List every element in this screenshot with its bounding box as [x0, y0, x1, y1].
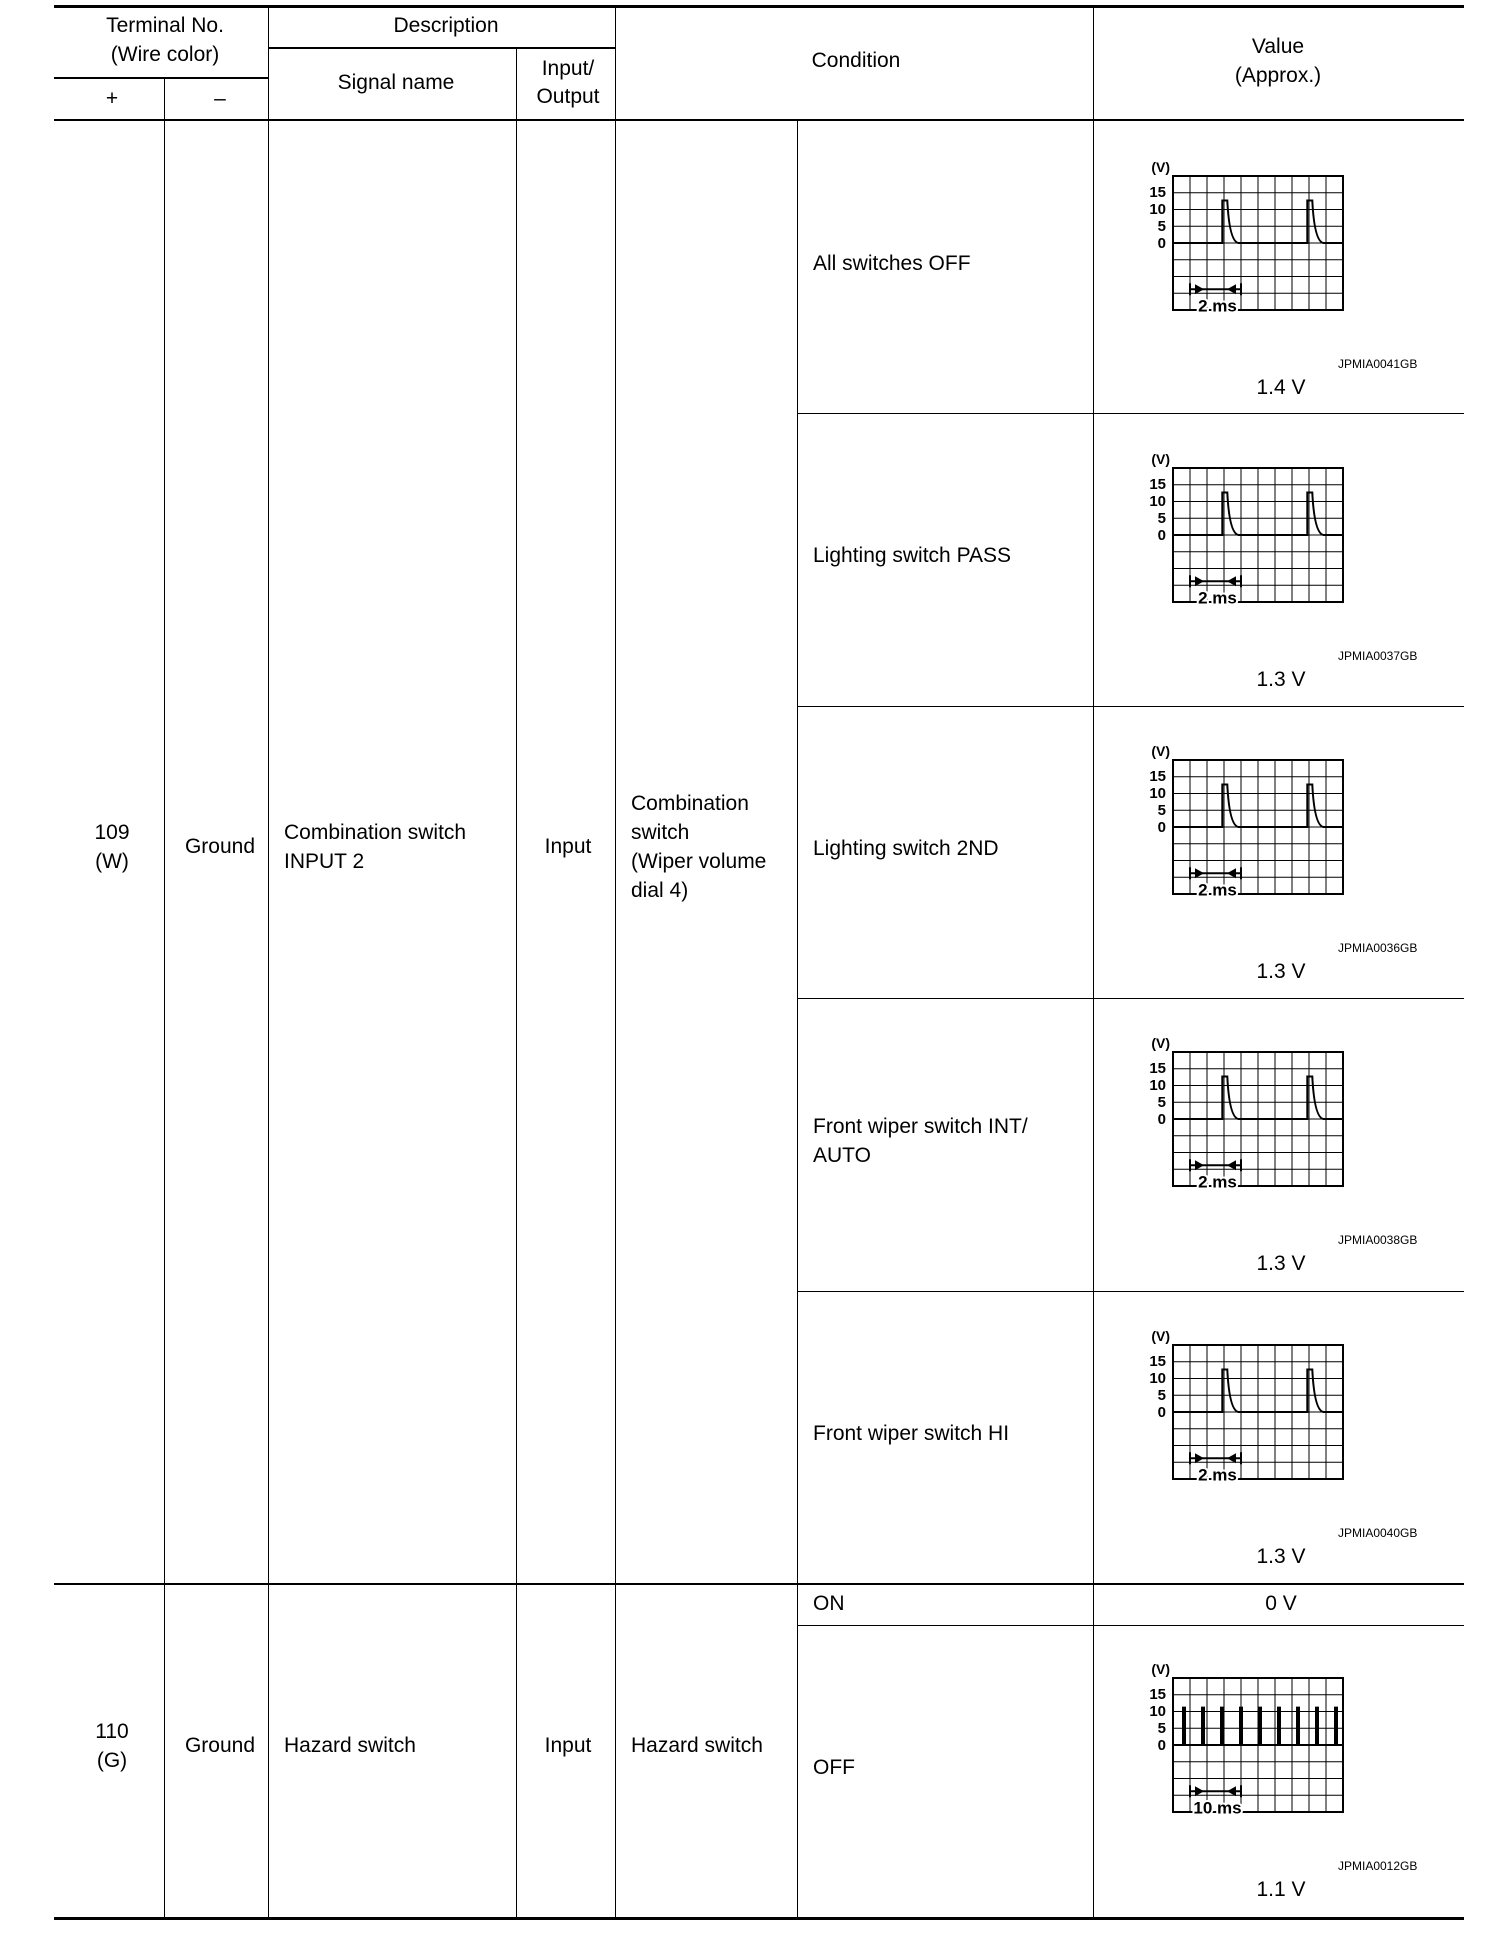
col-divider-signal-io [516, 47, 517, 1919]
y-tick-label: 5 [1157, 1094, 1166, 1111]
y-tick-label: 5 [1157, 1387, 1166, 1404]
figure-code: JPMIA0041GB [1338, 357, 1418, 371]
y-tick-label: 5 [1157, 1720, 1166, 1737]
figure-code: JPMIA0036GB [1338, 941, 1418, 955]
sub-row-divider-2 [797, 706, 1464, 707]
table-top-border [54, 5, 1464, 8]
y-tick-label: 10 [1149, 493, 1166, 510]
y-tick-label: 5 [1157, 510, 1166, 527]
header-condition: Condition [811, 49, 901, 72]
y-tick-label: 0 [1157, 1404, 1166, 1421]
header-divider-description [268, 47, 616, 49]
y-tick-label: 15 [1149, 1353, 1166, 1370]
sub-condition-label: ON [813, 1592, 845, 1615]
y-tick-label: 15 [1149, 184, 1166, 201]
scope-unit-label: (V) [1151, 160, 1170, 175]
y-tick-label: 0 [1157, 527, 1166, 544]
oscilloscope-waveform [1130, 1036, 1370, 1236]
sub-condition-label: OFF [813, 1756, 855, 1779]
y-tick-label: 0 [1157, 819, 1166, 836]
header-value-line1: Value [1251, 35, 1305, 58]
header-input-output-line2: Output [536, 85, 600, 108]
condition-main-line2: switch [631, 821, 690, 844]
sub-row-divider-1 [797, 413, 1464, 414]
sub-row-divider-3 [797, 998, 1464, 999]
y-tick-label: 10 [1149, 201, 1166, 218]
row-divider [54, 1583, 1464, 1585]
header-terminal-no: Terminal No. [106, 14, 224, 37]
header-bottom-border [54, 119, 1464, 121]
header-minus: – [214, 87, 226, 110]
sub-condition-label-line2: AUTO [813, 1144, 871, 1167]
header-wire-color: (Wire color) [110, 43, 220, 66]
header-description: Description [393, 14, 499, 37]
header-divider-terminal [54, 77, 268, 79]
input-output: Input [544, 835, 592, 858]
col-divider-condition-value [1093, 5, 1094, 1919]
oscilloscope-waveform [1130, 160, 1370, 360]
oscilloscope-waveform [1130, 744, 1370, 944]
y-tick-label: 10 [1149, 1077, 1166, 1094]
y-tick-label: 10 [1149, 1370, 1166, 1387]
value-reading: 0 V [1265, 1592, 1297, 1615]
y-tick-label: 10 [1149, 785, 1166, 802]
scope-unit-label: (V) [1151, 452, 1170, 467]
terminal-minus: Ground [184, 835, 256, 858]
figure-code: JPMIA0012GB [1338, 1859, 1418, 1873]
time-scale-label: 2 ms [1198, 588, 1237, 608]
y-tick-label: 5 [1157, 218, 1166, 235]
time-scale-label: 2 ms [1198, 296, 1237, 316]
scope-unit-label: (V) [1151, 1662, 1170, 1677]
terminal-plus-wire: (W) [95, 850, 129, 873]
sub-condition-label: Front wiper switch HI [813, 1422, 1010, 1445]
y-tick-label: 5 [1157, 802, 1166, 819]
col-divider-io-condition [615, 5, 616, 1919]
time-scale-label: 10 ms [1193, 1798, 1242, 1818]
time-scale-label: 2 ms [1198, 880, 1237, 900]
condition-main-line3: (Wiper volume [631, 850, 767, 873]
oscilloscope-waveform [1130, 1329, 1370, 1529]
signal-name-line2: INPUT 2 [284, 850, 365, 873]
terminal-plus-wire: (G) [96, 1749, 128, 1772]
time-scale-label: 2 ms [1198, 1172, 1237, 1192]
y-tick-label: 15 [1149, 1686, 1166, 1703]
col-divider-condition-sub [797, 120, 798, 1919]
scope-unit-label: (V) [1151, 1329, 1170, 1344]
col-divider-minus-signal [268, 5, 269, 1919]
sub-row-divider-5 [797, 1625, 1464, 1626]
y-tick-label: 0 [1157, 1737, 1166, 1754]
value-reading: 1.3 V [1256, 1252, 1306, 1275]
condition-main-line4: dial 4) [631, 879, 689, 902]
figure-code: JPMIA0037GB [1338, 649, 1418, 663]
signal-name-line1: Combination switch [284, 821, 467, 844]
col-divider-plus-minus [164, 77, 165, 1919]
signal-name-line1: Hazard switch [284, 1734, 416, 1757]
condition-main-line1: Combination [631, 792, 749, 815]
header-plus: + [105, 87, 119, 110]
scope-unit-label: (V) [1151, 744, 1170, 759]
sub-condition-label: Front wiper switch INT/ [813, 1115, 1028, 1138]
value-reading: 1.4 V [1256, 376, 1306, 399]
y-tick-label: 10 [1149, 1703, 1166, 1720]
sub-condition-label: Lighting switch PASS [813, 544, 1012, 567]
y-tick-label: 0 [1157, 1111, 1166, 1128]
y-tick-label: 15 [1149, 768, 1166, 785]
value-reading: 1.3 V [1256, 960, 1306, 983]
y-tick-label: 15 [1149, 1060, 1166, 1077]
terminal-plus-number: 109 [94, 821, 130, 844]
header-value-line2: (Approx.) [1234, 64, 1322, 87]
y-tick-label: 15 [1149, 476, 1166, 493]
input-output: Input [544, 1734, 592, 1757]
value-reading: 1.3 V [1256, 1545, 1306, 1568]
header-input-output-line1: Input/ [541, 57, 595, 80]
time-scale-label: 2 ms [1198, 1465, 1237, 1485]
value-reading: 1.3 V [1256, 668, 1306, 691]
oscilloscope-waveform [1130, 452, 1370, 652]
signal-trace [1173, 1708, 1343, 1745]
sub-condition-label: Lighting switch 2ND [813, 837, 999, 860]
figure-code: JPMIA0038GB [1338, 1233, 1418, 1247]
figure-code: JPMIA0040GB [1338, 1526, 1418, 1540]
header-signal-name: Signal name [337, 71, 455, 94]
sub-condition-label: All switches OFF [813, 252, 971, 275]
table-bottom-border [54, 1917, 1464, 1920]
y-tick-label: 0 [1157, 235, 1166, 252]
oscilloscope-waveform [1130, 1662, 1370, 1862]
terminal-plus-number: 110 [95, 1720, 129, 1743]
condition-main-line1: Hazard switch [631, 1734, 763, 1757]
terminal-minus: Ground [184, 1734, 256, 1757]
sub-row-divider-4 [797, 1291, 1464, 1292]
scope-unit-label: (V) [1151, 1036, 1170, 1051]
value-reading: 1.1 V [1256, 1878, 1306, 1901]
